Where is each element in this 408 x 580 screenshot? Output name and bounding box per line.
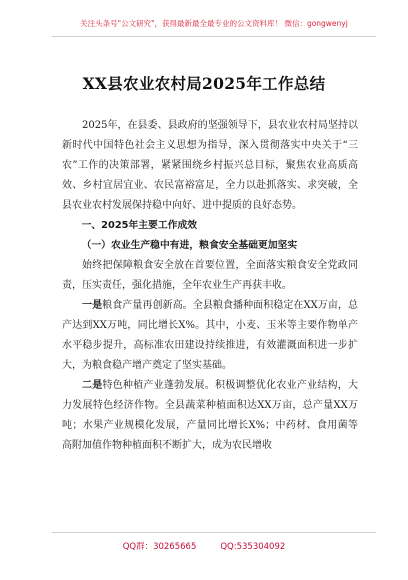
subsection-paragraph: 始终把保障粮食安全放在首要位置，全面落实粮食安全党政同责，压实责任，强化措施，全年农业生产再获丰收。: [62, 260, 358, 291]
footer-contact: [0, 540, 408, 552]
subsection-heading: （一）农业生产稳中有进，粮食安全基础更加坚实: [81, 240, 298, 251]
point-two-lead: 二是: [82, 380, 103, 391]
point-one-lead: 一是: [82, 300, 103, 311]
point-one-text: 粮食产量再创新高。全县粮食播种面积稳定在XX万亩，总产达到XX万吨，同比增长X%。其中，小麦、玉米等主要作物单产水平稳步提升，高标准农田建设持续推进，有效灌溉面积进一步扩大，为粮食稳产增产奠定了坚实基础。: [62, 300, 358, 371]
footer-qq: QQ:535304092: [220, 542, 286, 552]
header-banner: 关注头条号"公文研究"，获得最新最全最专业的公文资料库！ 微信：gongwenyj: [80, 19, 348, 28]
point-one-paragraph: [62, 296, 358, 376]
intro-paragraph: 2025年，在县委、县政府的坚强领导下，县农业农村局坚持以新时代中国特色社会主义思想为指导，深入贯彻落实中央关于“三农”工作的决策部署，紧紧围绕乡村振兴总目标，聚焦农业高质高效、乡村宜居宜业、农民富裕富足，全力以赴抓落实、求突破，全县农业农村发展保持稳中向好、进中提质的良好态势。: [62, 120, 358, 211]
footer-qq-group: QQ群：30265665: [122, 542, 197, 552]
document-body: [62, 116, 358, 456]
footer-divider: [52, 532, 376, 533]
point-two-paragraph: [62, 376, 358, 456]
header-divider: [52, 36, 376, 37]
point-two-text: 特色种植产业蓬勃发展。积极调整优化农业产业结构，大力发展特色经济作物。全县蔬菜种植面积达XX万亩，总产量XX万吨；水果产业规模化发展，产量同比增长X%；中药材、食用菌等高附加值作物种植面积不断扩大，成为农民增收: [62, 380, 359, 451]
section-heading: 一、2025年主要工作成效: [81, 220, 198, 231]
document-title: XX县农业农村局2025年工作总结: [82, 74, 326, 93]
